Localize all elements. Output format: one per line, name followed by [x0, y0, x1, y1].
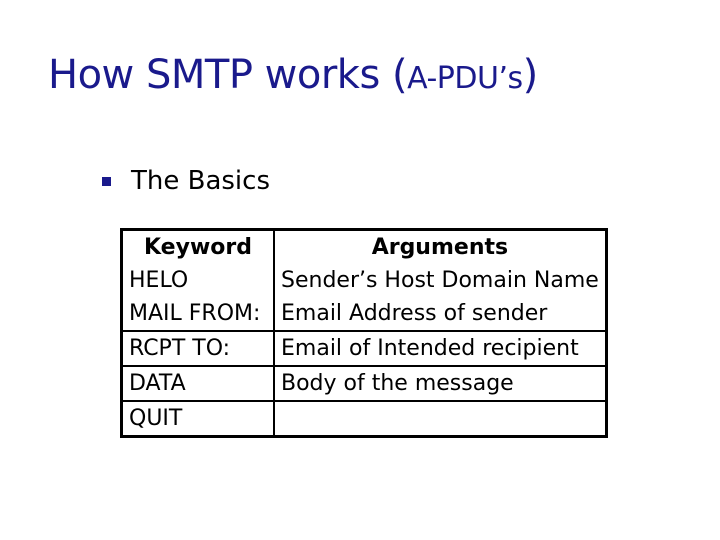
bullet-text: The Basics [131, 166, 271, 196]
keyword-cell: QUIT [122, 401, 275, 437]
argument-cell: Email Address of sender [281, 301, 548, 326]
title-main: How SMTP works ( [48, 52, 408, 98]
table-row [122, 264, 607, 297]
table-header-row [122, 230, 607, 265]
header-keyword: Keyword [122, 230, 275, 265]
title-small: A-PDU’s [407, 61, 523, 96]
keyword-cell: HELO [122, 264, 275, 297]
argument-cell: Body of the message [274, 366, 606, 401]
table-row [122, 331, 607, 366]
bullet-item [102, 166, 270, 196]
keyword-cell: RCPT TO: [122, 331, 275, 366]
table-row [122, 366, 607, 401]
bullet-square-icon [102, 177, 111, 186]
header-arguments: Arguments [371, 235, 509, 260]
slide-title [48, 52, 538, 98]
title-close: ) [522, 52, 538, 98]
argument-cell: Email of Intended recipient [274, 331, 606, 366]
argument-cell [274, 401, 606, 437]
smtp-command-table [120, 228, 608, 438]
keyword-cell: MAIL FROM: [122, 297, 275, 331]
table-row [122, 401, 607, 437]
argument-cell: Sender’s Host Domain Name [281, 268, 599, 293]
table-row [122, 297, 607, 331]
keyword-cell: DATA [122, 366, 275, 401]
